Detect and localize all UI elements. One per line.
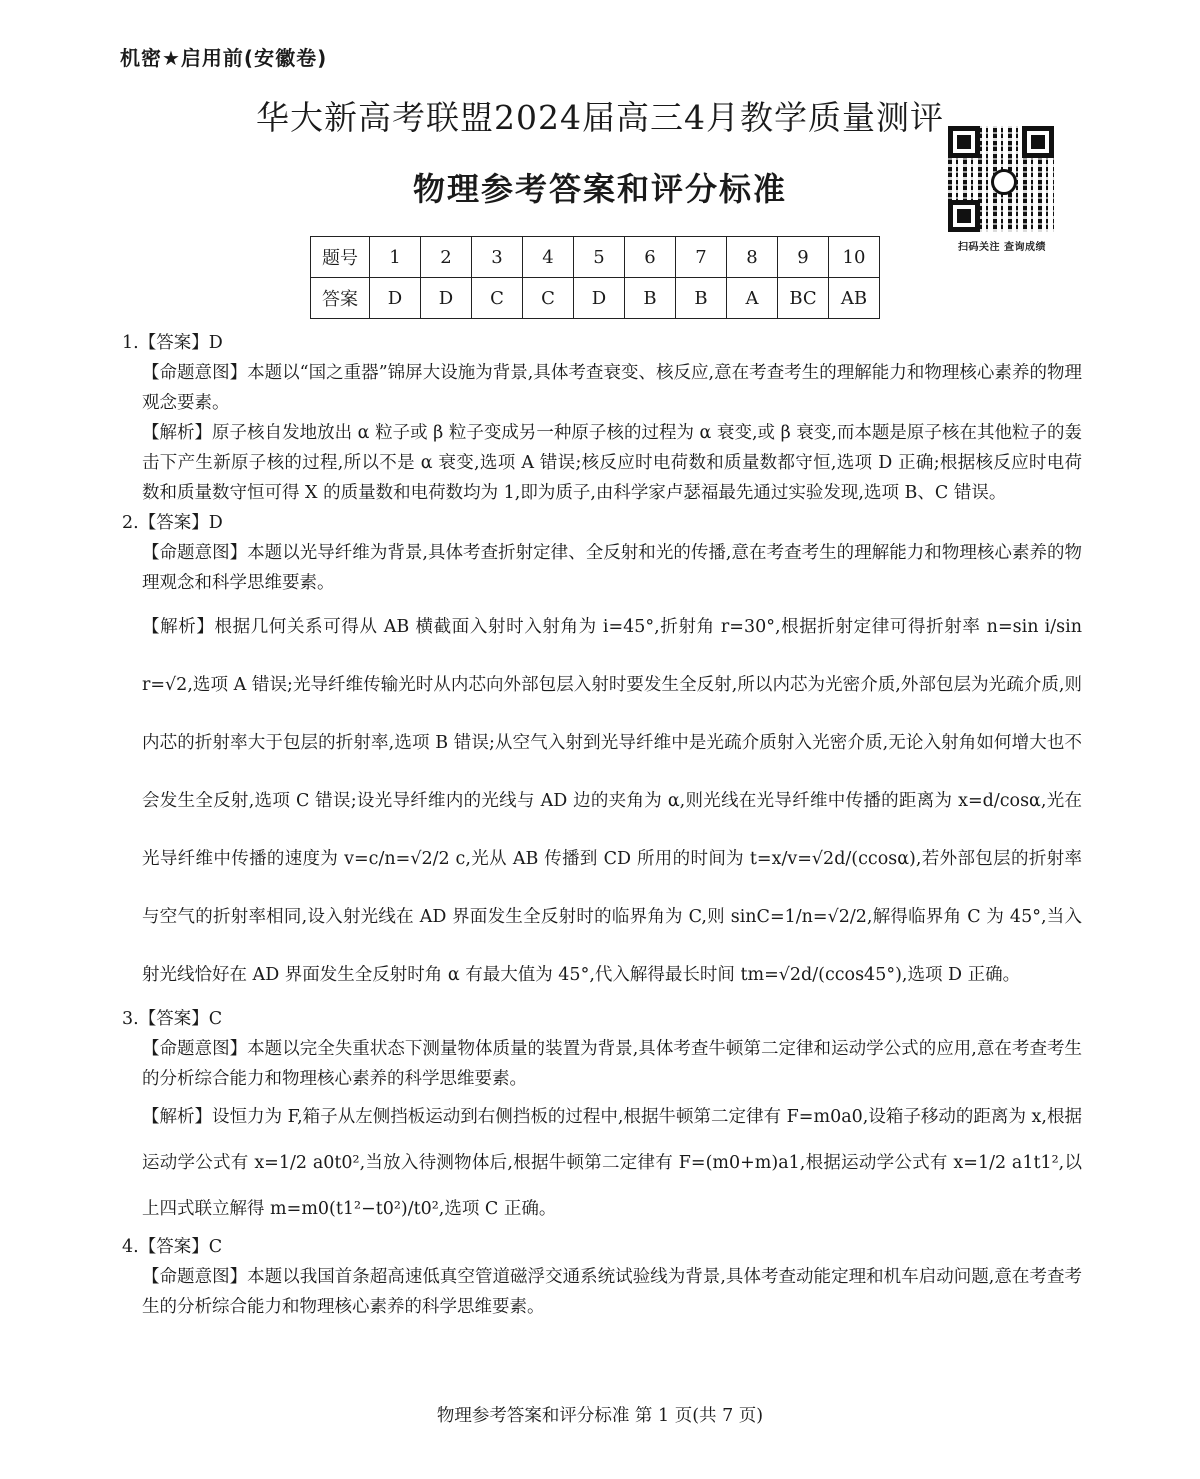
answer-cell: BC — [778, 278, 829, 319]
answer-explanations — [122, 328, 1082, 1322]
qr-caption: 扫码关注 查询成绩 — [958, 242, 1046, 253]
answer-cell: B — [676, 278, 727, 319]
answer-heading: 1.【答案】D — [122, 333, 223, 353]
qr-code-icon — [948, 126, 1054, 232]
row-label: 答案 — [311, 278, 370, 319]
question-number: 7 — [676, 237, 727, 278]
qr-code-block — [944, 126, 1060, 253]
question-number: 9 — [778, 237, 829, 278]
answer-cell: D — [421, 278, 472, 319]
answer-cell: D — [574, 278, 625, 319]
answer-heading: 3.【答案】C — [122, 1009, 223, 1029]
question-number: 5 — [574, 237, 625, 278]
question-number: 8 — [727, 237, 778, 278]
page-subtitle: 物理参考答案和评分标准 — [412, 170, 787, 208]
question-number: 4 — [523, 237, 574, 278]
question-number: 6 — [625, 237, 676, 278]
analysis-paragraph: 【解析】根据几何关系可得从 AB 横截面入射时入射角为 i=45°,折射角 r=30°,根据折射定律可得折射率 n=sin i/sin r=√2,选项 A 错误;光导纤维传输光时从内芯向外部包层入射时要发生全反射,所以内芯为光密介质,外部包层为光疏介质,则内芯的折射率大于包层的折射率,选项 B 错误;从空气入射到光导纤维中是光疏介质射入光密介质,无论入射角如何增大也不会发生全反射,选项 C 错误;设光导纤维内的光线与 AD 边的夹角为 α,则光线在光导纤维中传播的距离为 x=d/cosα,光在光导纤维中传播的速度为 v=c/n=√2/2 c,光从 AB 传播到 CD 所用的时间为 t=x/v=√2d/(ccosα),若外部包层的折射率与空气的折射率相同,设入射光线在 AD 界面发生全反射时的临界角为 C,则 sinC=1/n=√2/2,解得临界角 C 为 45°,当入射光线恰好在 AD 界面发生全反射时角 α 有最大值为 45°,代入解得最长时间 tm=√2d/(ccos45°),选项 D 正确。 — [142, 617, 1082, 985]
answer-cell: C — [472, 278, 523, 319]
question-number: 2 — [421, 237, 472, 278]
question-number: 1 — [370, 237, 421, 278]
page-footer: 物理参考答案和评分标准 第 1 页(共 7 页) — [436, 1406, 764, 1426]
intent-paragraph: 【命题意图】本题以完全失重状态下测量物体质量的装置为背景,具体考查牛顿第二定律和运动学公式的应用,意在考查考生的分析综合能力和物理核心素养的科学思维要素。 — [142, 1039, 1082, 1089]
answer-heading: 2.【答案】D — [122, 513, 223, 533]
answer-cell: D — [370, 278, 421, 319]
analysis-paragraph: 【解析】设恒力为 F,箱子从左侧挡板运动到右侧挡板的过程中,根据牛顿第二定律有 F=m0a0,设箱子移动的距离为 x,根据运动学公式有 x=1/2 a0t0²,当放入待测物体后,根据牛顿第二定律有 F=(m0+m)a1,根据运动学公式有 x=1/2 a1t1²,以上四式联立解得 m=m0(t1²−t0²)/t0²,选项 C 正确。 — [142, 1107, 1082, 1219]
answer-cell: A — [727, 278, 778, 319]
question-number: 10 — [829, 237, 880, 278]
table-row — [311, 278, 880, 319]
answer-cell: B — [625, 278, 676, 319]
answer-cell: AB — [829, 278, 880, 319]
intent-paragraph: 【命题意图】本题以光导纤维为背景,具体考查折射定律、全反射和光的传播,意在考查考生的理解能力和物理核心素养的物理观念和科学思维要素。 — [142, 543, 1082, 593]
answer-heading: 4.【答案】C — [122, 1237, 223, 1257]
row-label: 题号 — [311, 237, 370, 278]
table-row — [311, 237, 880, 278]
confidential-label: 机密★启用前(安徽卷) — [120, 46, 328, 70]
intent-paragraph: 【命题意图】本题以“国之重器”锦屏大设施为背景,具体考查衰变、核反应,意在考查考生的理解能力和物理核心素养的物理观念要素。 — [142, 363, 1082, 413]
page-title: 华大新高考联盟2024届高三4月教学质量测评 — [256, 98, 944, 137]
question-number: 3 — [472, 237, 523, 278]
answer-cell: C — [523, 278, 574, 319]
answer-table — [310, 236, 880, 319]
intent-paragraph: 【命题意图】本题以我国首条超高速低真空管道磁浮交通系统试验线为背景,具体考查动能定理和机车启动问题,意在考查考生的分析综合能力和物理核心素养的科学思维要素。 — [142, 1267, 1082, 1317]
analysis-paragraph: 【解析】原子核自发地放出 α 粒子或 β 粒子变成另一种原子核的过程为 α 衰变,或 β 衰变,而本题是原子核在其他粒子的轰击下产生新原子核的过程,所以不是 α 衰变,选项 A 错误;核反应时电荷数和质量数都守恒,选项 D 正确;根据核反应时电荷数和质量数守恒可得 X 的质量数和电荷数均为 1,即为质子,由科学家卢瑟福最先通过实验发现,选项 B、C 错误。 — [142, 423, 1082, 503]
